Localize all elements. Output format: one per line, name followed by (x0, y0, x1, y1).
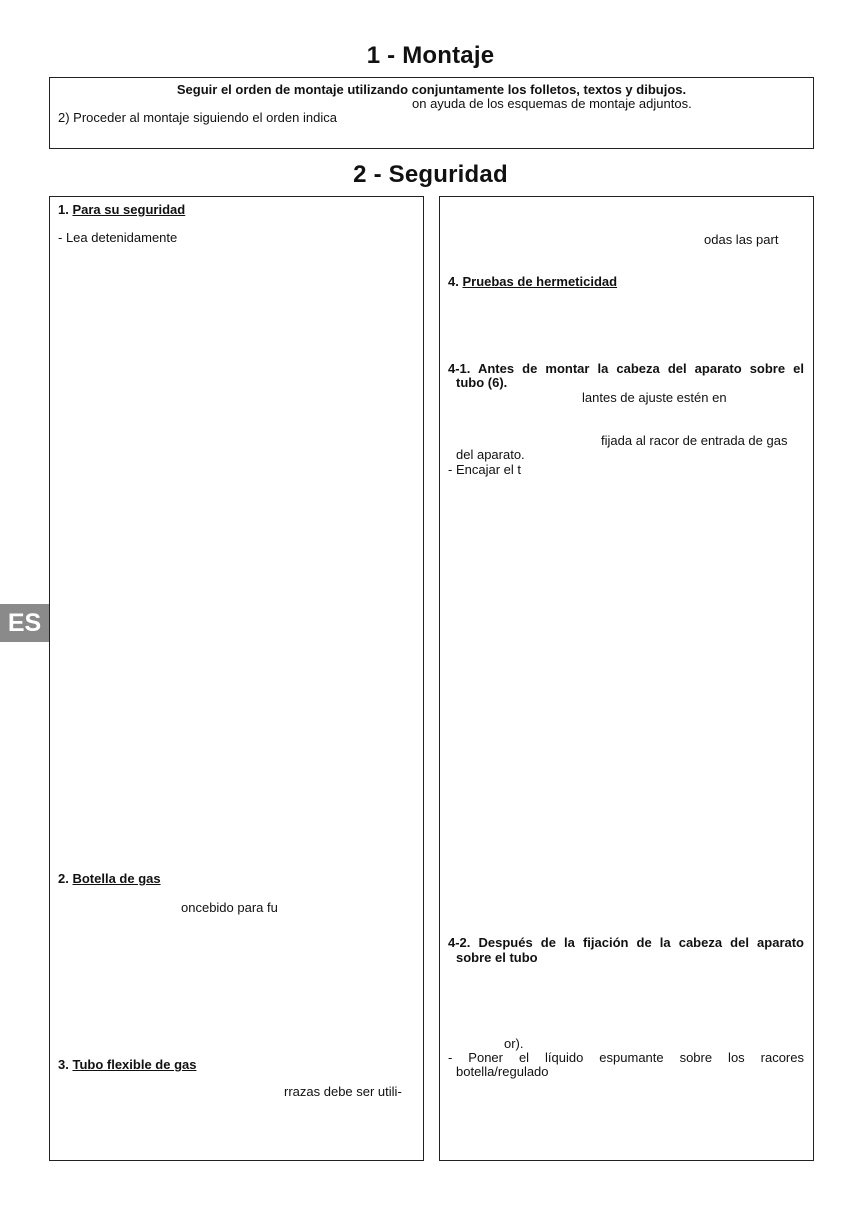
tubo-text: rrazas debe ser utili- (284, 1084, 402, 1099)
subheading-4-1-line-2: tubo (6). (456, 375, 508, 390)
s41-text-4: - Encajar el t (448, 462, 521, 477)
montaje-line-3: 2) Proceder al montaje siguiendo el orden indica (58, 110, 337, 125)
section-title-seguridad: 2 - Seguridad (353, 161, 508, 188)
heading-text: Para su seguridad (72, 202, 186, 217)
heading-pruebas-hermeticidad (448, 275, 617, 290)
s41-text-3: del aparato. (456, 447, 525, 462)
para-su-seguridad-text: - Lea detenidamente (58, 230, 178, 245)
heading-para-su-seguridad (58, 203, 185, 218)
right-top-text: odas las part (704, 232, 779, 247)
montaje-box (49, 77, 814, 149)
heading-text: Tubo flexible de gas (72, 1057, 197, 1072)
heading-number: 3. (58, 1057, 69, 1072)
language-tab: ES (0, 604, 49, 642)
subheading-4-2-line-1: 4-2. Después de la fijación de la cabeza del aparato (448, 935, 804, 950)
heading-number: 4. (448, 274, 459, 289)
montaje-line-2: on ayuda de los esquemas de montaje adjuntos. (412, 96, 692, 111)
montaje-line-1: Seguir el orden de montaje utilizando conjuntamente los folletos, textos y dibujos. (176, 82, 687, 97)
heading-text: Botella de gas (72, 871, 161, 886)
subheading-4-2-line-2: sobre el tubo (456, 950, 538, 965)
heading-botella-de-gas (58, 872, 161, 887)
s42-text-3: botella/regulado (456, 1064, 549, 1079)
heading-text: Pruebas de hermeticidad (462, 274, 618, 289)
botella-text: oncebido para fu (181, 900, 278, 915)
section-title-montaje: 1 - Montaje (366, 42, 495, 69)
heading-number: 1. (58, 202, 69, 217)
seguridad-right-column (439, 196, 814, 1161)
s41-text-1: lantes de ajuste estén en (582, 390, 727, 405)
heading-tubo-flexible (58, 1058, 196, 1073)
s42-text-1: or). (504, 1036, 524, 1051)
heading-number: 2. (58, 871, 69, 886)
seguridad-left-column (49, 196, 424, 1161)
s42-text-2: - Poner el líquido espumante sobre los racores (448, 1050, 804, 1065)
s41-text-2: fijada al racor de entrada de gas (601, 433, 788, 448)
subheading-4-1-line-1: 4-1. Antes de montar la cabeza del aparato sobre el (448, 361, 804, 376)
